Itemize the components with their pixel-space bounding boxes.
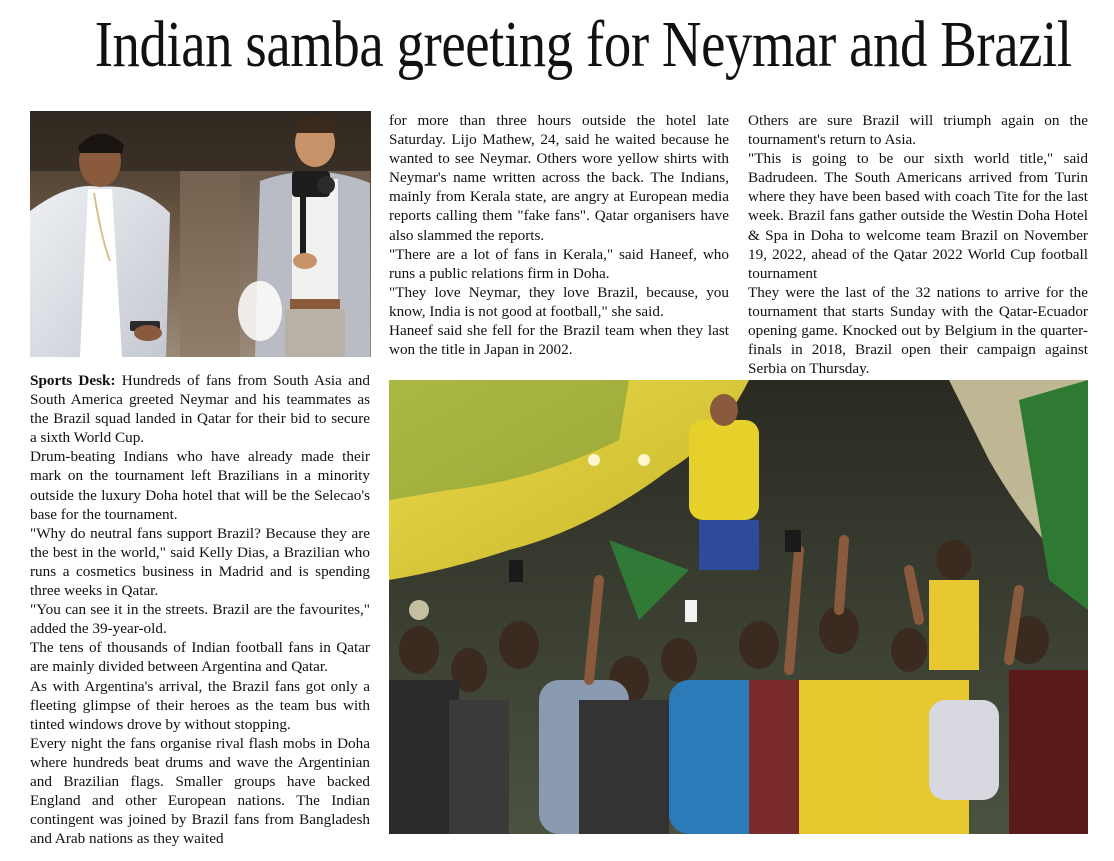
- lead-text: Hundreds of fans from South Asia and South America greeted Neymar and his teammates as the Brazil squad landed in Qatar for their bid to secure a sixth World Cup.: [30, 372, 370, 447]
- paragraph: "There are a lot of fans in Kerala," said Haneef, who runs a public relations firm in Doha.: [389, 245, 729, 282]
- paragraph: Every night the fans organise rival flash mobs in Doha where hundreds beat drums and wave the Argentinian and Brazilian flags. Smaller groups have backed England and other European nations. The Indian contingent was joined by Brazil fans from Bangladesh and Arab nations as they waited: [30, 734, 370, 848]
- fans-crowd-photo: [389, 380, 1088, 834]
- paragraph: "They love Neymar, they love Brazil, because, you know, India is not good at football," she said.: [389, 283, 729, 320]
- paragraph: Drum-beating Indians who have already made their mark on the tournament left Brazilians in a minority outside the luxury Doha hotel that will be the Selecao's base for the tournament.: [30, 448, 370, 523]
- article-column-2: [389, 111, 729, 359]
- paragraph: Haneef said she fell for the Brazil team when they last won the title in Japan in 2002.: [389, 322, 729, 359]
- paragraph: "This is going to be our sixth world title," said Badrudeen. The South Americans arrived from Turin where they have been based with coach Tite for the last week. Brazil fans gather outside the Westin Doha Hotel & Spa in Doha to welcome team Brazil on November 19, 2022, ahead of the Qatar 2022 World Cup football tournament: [748, 150, 1088, 282]
- paragraph: "Why do neutral fans support Brazil? Because they are the best in the world," said Kelly Dias, a Brazilian who runs a cosmetics business in Madrid and is spending three weeks in Qatar.: [30, 524, 370, 600]
- headline: Indian samba greeting for Neymar and Brazil: [94, 8, 1072, 81]
- neymar-arrival-illustration: [30, 111, 371, 357]
- paragraph: for more than three hours outside the hotel late Saturday. Lijo Mathew, 24, said he waited because he wanted to see Neymar. Others wore yellow shirts with Neymar's name written across the back. The Indians, mainly from Kerala state, are angry at European media reports calling them "fake fans". Qatar organisers have also slammed the reports.: [389, 112, 729, 244]
- lead-paragraph: [30, 371, 370, 447]
- fans-crowd-illustration: [389, 380, 1088, 834]
- paragraph: As with Argentina's arrival, the Brazil fans got only a fleeting glimpse of their heroes as the team bus with tinted windows drove by without stopping.: [30, 677, 370, 733]
- paragraph: Others are sure Brazil will triumph again on the tournament's return to Asia.: [748, 112, 1088, 149]
- paragraph: They were the last of the 32 nations to arrive for the tournament that starts Sunday with the Qatar-Ecuador opening game. Knocked out by Belgium in the quarter-finals in 2018, Brazil open their campaign against Serbia on Thursday.: [748, 283, 1088, 378]
- byline: Sports Desk:: [30, 372, 116, 389]
- paragraph: The tens of thousands of Indian football fans in Qatar are mainly divided between Argentina and Qatar.: [30, 639, 370, 676]
- neymar-arrival-photo: [30, 111, 371, 357]
- paragraph: "You can see it in the streets. Brazil are the favourites," added the 39-year-old.: [30, 601, 370, 638]
- article-column-1: [30, 371, 370, 848]
- article-column-3: [748, 111, 1088, 378]
